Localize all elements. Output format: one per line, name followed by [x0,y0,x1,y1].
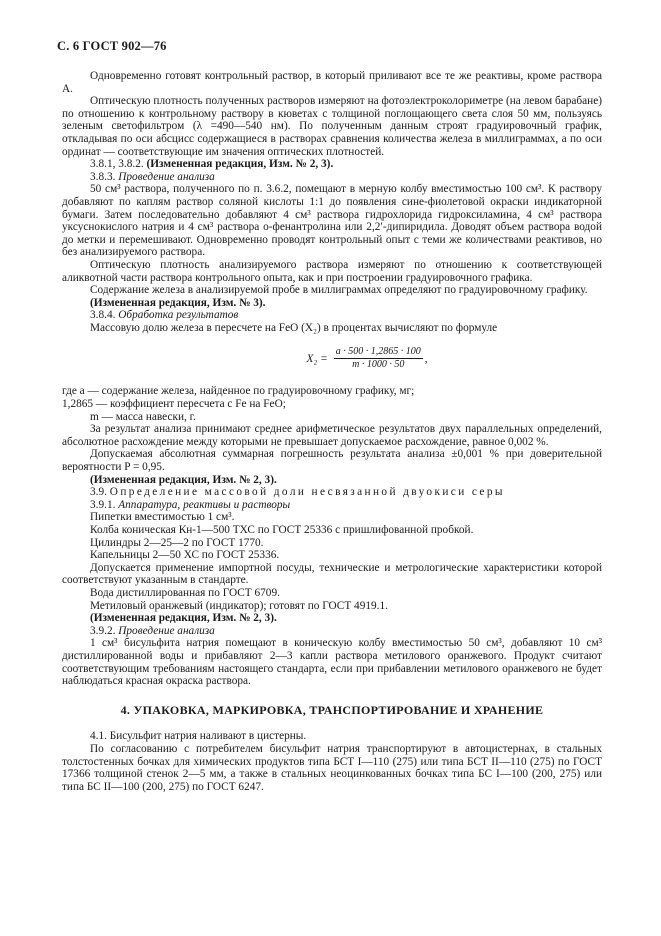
list-item-indicator: Метиловый оранжевый (индикатор); готовят по ГОСТ 4919.1. [90,599,388,612]
clause-number: 3.9.1. [90,498,119,511]
clause-3-9-heading [62,486,602,499]
document-body [62,70,602,793]
clause-title: Определение массовой доли несвязанной двуокиси серы [109,486,505,499]
paragraph-imported-glassware: Допускается применение импортной посуды, технические и метрологические характеристики которой соответствуют указанным в стандарте. [62,561,602,587]
clause-3-8-3-heading [62,171,602,184]
clause-3-8-4-heading [62,309,602,322]
clause-4-1: 4.1. Бисульфит натрия наливают в цистерны. [90,730,307,743]
paragraph-error: Допускаемая абсолютная суммарная погрешность результата анализа ±0,001 % при доверительной вероятности P = 0,95. [62,448,602,474]
paragraph-control-solution: Одновременно готовят контрольный раствор, в который приливают все те же реактивы, кроме раствора А. [62,70,602,95]
list-item-flask: Колба коническая Кн-1—500 ТХС по ГОСТ 25336 с пришлифованной пробкой. [90,524,474,536]
clause-title: Проведение анализа [118,170,215,183]
amendment-note-3: (Измененная редакция, Изм. № 3). [90,296,266,309]
clause-title: Обработка результатов [118,309,239,322]
paragraph-analysis-procedure: 50 см³ раствора, полученного по п. 3.6.2, помещают в мерную колбу вместимостью 100 см³. К раствору добавляют по каплям раствор соляной кислоты 1:1 до появления сине-фиолетовой окраски индикаторной бумаги. Затем последовательно добавляют 4 см³ раствора гидрохлорида гидроксиламина, 4 см³ раствора уксуснокислого натрия и 4 см³ раствора о-фенантролина или 2,2′-дипиридила. Доводят объем раствора водой до метки и перемешивают. Одновременно проводят контрольный опыт с теми же количествами реактивов, но без анализируемого раствора. [62,183,602,259]
clause-number: 3.8.4. [90,309,119,322]
amendment-label: (Измененная редакция, Изм. № 2, 3). [146,158,334,171]
amendment-note-2-3: (Измененная редакция, Изм. № 2, 3). [90,473,277,486]
formula-fraction [334,346,423,371]
paragraph-optical-density: Оптическую плотность полученных растворов измеряют на фотоэлектроколориметре (на левом барабане) по отношению к контрольному раствору в кюветах с толщиной поглощающего света слоя 50 мм, пользуясь зеленым светофильтром (λ =490—540 нм). По полученным данным строят градуировочный график, откладывая по оси абсцисс содержащиеся в растворах сравнения количества железа в миллиграммах, а по оси ординат — соответствующие им значения оптических плотностей. [62,95,602,158]
paragraph-sulfite-test: 1 см³ бисульфита натрия помещают в коническую колбу вместимостью 50 см³, добавляют 10 см³ дистиллированной воды и прибавляют 2—3 капли раствора метилового оранжевого. Продукт считают соответствующим требованиям настоящего стандарта, если при прибавлении метилового оранжевого не будет наблюдаться красная окраска раствора. [62,637,602,688]
amendment-note-3-8-1 [62,158,602,171]
list-item-pipettes: Пипетки вместимостью 1 см³. [90,511,235,524]
list-item-water: Вода дистиллированная по ГОСТ 6709. [90,586,280,599]
page-header: С. 6 ГОСТ 902—76 [57,39,167,53]
clause-number: 3.9. [90,486,110,499]
clause-3-9-2-heading [62,625,602,638]
paragraph-formula-intro: Массовую долю железа в пересчете на FeO (X₂) в процентах вычисляют по формуле [90,321,498,334]
clause-title: Проведение анализа [118,624,215,637]
section-4-title: 4. УПАКОВКА, МАРКИРОВКА, ТРАНСПОРТИРОВАНИЕ И ХРАНЕНИЕ [120,702,544,717]
amendment-note-2-3-b: (Измененная редакция, Изм. № 2, 3). [90,612,277,625]
formula-lhs: X₂ = [306,352,328,365]
formula-legend [62,385,602,423]
legend-coefficient: 1,2865 — коэффициент пересчета с Fe на FeO; [62,398,286,411]
clause-number: 3.8.3. [90,170,119,183]
paragraph-measure-density: Оптическую плотность анализируемого раствора измеряют по отношению к соответствующей аликвотной части раствора контрольного опыта, как и при построении градуировочного графика. [62,258,602,284]
clause-3-9-1-heading [62,499,602,512]
paragraph-iron-content: Содержание железа в анализируемой пробе в миллиграммах определяют по градуировочному графику. [90,284,588,297]
clause-number: 3.8.1, 3.8.2. [90,158,147,171]
paragraph-transport: По согласованию с потребителем бисульфит натрия транспортируют в автоцистернах, в стальных толстостенных бочках для химических продуктов типа БСТ I—110 (275) или типа БСТ II—110 (275) по ГОСТ 17366 толщиной стенок 2—5 мм, а также в стальных неоцинкованных бочках типа БС I—100 (200, 275) или типа БС II—100 (200, 275) по ГОСТ 6247. [62,742,602,793]
formula-numerator: a · 500 · 1,2865 · 100 [335,346,421,358]
list-item-cylinders: Цилиндры 2—25—2 по ГОСТ 1770. [90,536,264,549]
legend-m: m — масса навески, г. [90,410,196,423]
list-item-droppers: Капельницы 2—50 ХС по ГОСТ 25336. [90,549,280,562]
formula-denominator: m · 1000 · 50 [352,359,405,371]
formula-x2 [132,346,602,371]
paragraph-result: За результат анализа принимают среднее арифметическое результатов двух параллельных определений, абсолютное расхождение между которыми не превышает допускаемое расхождение, равное 0,002 %. [62,423,602,448]
formula-tail: , [424,352,428,365]
legend-a: где a — содержание железа, найденное по градуировочному графику, мг; [62,385,415,398]
clause-number: 3.9.2. [90,624,119,637]
clause-title: Аппаратура, реактивы и растворы [118,498,291,511]
